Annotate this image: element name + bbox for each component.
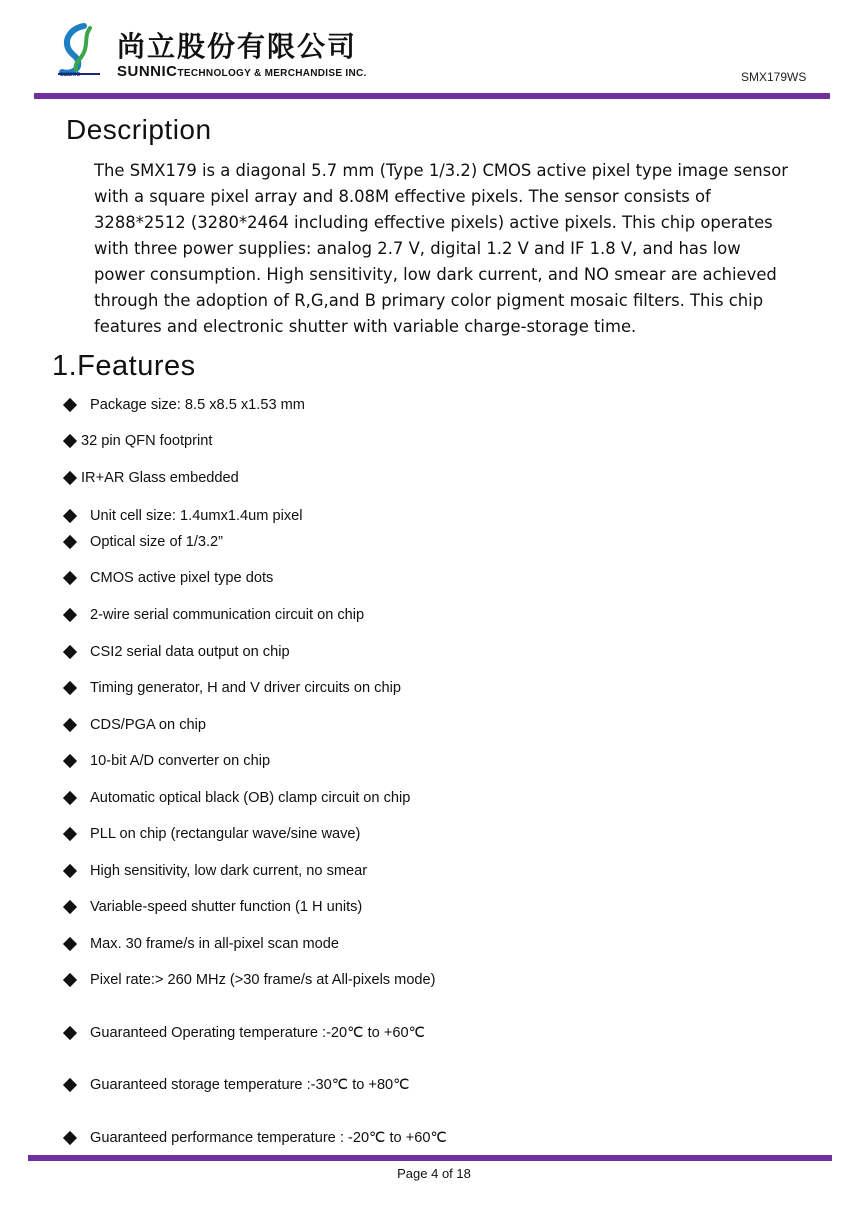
diamond-bullet-icon	[63, 645, 77, 659]
feature-item	[63, 753, 270, 769]
feature-item	[63, 570, 273, 586]
feature-item	[63, 863, 367, 879]
features-heading: 1.Features	[52, 350, 196, 382]
feature-text: Automatic optical black (OB) clamp circuit on chip	[90, 790, 411, 806]
company-name-english	[117, 64, 367, 82]
diamond-bullet-icon	[63, 535, 77, 549]
diamond-bullet-icon	[63, 864, 77, 878]
diamond-bullet-icon	[63, 1130, 77, 1144]
feature-item	[63, 936, 339, 952]
page-number: Page 4 of 18	[397, 1166, 471, 1181]
feature-item	[63, 607, 364, 623]
feature-text: Max. 30 frame/s in all-pixel scan mode	[90, 936, 340, 952]
feature-item	[63, 1129, 447, 1146]
diamond-bullet-icon	[63, 754, 77, 768]
description-line: with a square pixel array and 8.08M effective pixels. The sensor consists of	[94, 187, 711, 206]
header-divider	[34, 93, 830, 99]
description-paragraph	[94, 158, 794, 340]
company-subtitle: TECHNOLOGY & MERCHANDISE INC.	[177, 68, 367, 79]
feature-text: Pixel rate:> 260 MHz (>30 frame/s at All-pixels mode)	[90, 972, 436, 988]
feature-item	[63, 680, 401, 696]
footer-divider	[28, 1155, 832, 1161]
diamond-bullet-icon	[63, 827, 77, 841]
feature-text: Variable-speed shutter function (1 H units)	[90, 899, 363, 915]
diamond-bullet-icon	[63, 937, 77, 951]
feature-item	[63, 433, 212, 449]
diamond-bullet-icon	[63, 1077, 77, 1091]
diamond-bullet-icon	[63, 791, 77, 805]
diamond-bullet-icon	[63, 900, 77, 914]
feature-item	[63, 826, 360, 842]
company-brand: SUNNIC	[117, 63, 178, 80]
feature-text: Unit cell size: 1.4umx1.4um pixel	[90, 508, 303, 524]
feature-item	[63, 534, 223, 550]
description-line: with three power supplies: analog 2.7 V, digital 1.2 V and IF 1.8 V, and has low	[94, 239, 741, 258]
page-header	[0, 0, 868, 100]
diamond-bullet-icon	[63, 608, 77, 622]
feature-item	[63, 644, 290, 660]
description-line: features and electronic shutter with variable charge-storage time.	[94, 317, 637, 336]
diamond-bullet-icon	[63, 571, 77, 585]
feature-item	[63, 1024, 425, 1041]
feature-text: CSI2 serial data output on chip	[90, 644, 290, 660]
feature-text: 32 pin QFN footprint	[81, 433, 213, 449]
feature-item	[63, 972, 436, 988]
feature-item	[63, 790, 410, 806]
feature-text: PLL on chip (rectangular wave/sine wave)	[90, 826, 361, 842]
feature-text: Timing generator, H and V driver circuits on chip	[90, 680, 401, 696]
diamond-bullet-icon	[63, 398, 77, 412]
description-line: 3288*2512 (3280*2464 including effective pixels) active pixels. This chip operates	[94, 213, 773, 232]
feature-text: CMOS active pixel type dots	[90, 570, 274, 586]
diamond-bullet-icon	[63, 718, 77, 732]
feature-text: IR+AR Glass embedded	[81, 470, 239, 486]
diamond-bullet-icon	[63, 509, 77, 523]
document-code: SMX179WS	[741, 70, 807, 84]
feature-item	[63, 899, 362, 915]
description-line: The SMX179 is a diagonal 5.7 mm (Type 1/3.2) CMOS active pixel type image sensor	[94, 161, 788, 180]
feature-text: High sensitivity, low dark current, no smear	[90, 863, 368, 879]
diamond-bullet-icon	[63, 1025, 77, 1039]
diamond-bullet-icon	[63, 681, 77, 695]
feature-item	[63, 508, 303, 524]
company-name-chinese: 尚立股份有限公司	[117, 30, 358, 63]
feature-text: Optical size of 1/3.2”	[90, 534, 224, 550]
diamond-bullet-icon	[63, 973, 77, 987]
feature-text: CDS/PGA on chip	[90, 717, 206, 733]
feature-text: Guaranteed performance temperature : -20℃ to +60℃	[90, 1130, 447, 1146]
feature-text: 10-bit A/D converter on chip	[90, 753, 271, 769]
feature-item	[63, 397, 305, 413]
feature-item	[63, 470, 239, 486]
feature-item	[63, 717, 206, 733]
diamond-bullet-icon	[63, 471, 77, 485]
feature-text: Guaranteed Operating temperature :-20℃ to +60℃	[90, 1025, 425, 1041]
feature-text: Guaranteed storage temperature :-30℃ to +80℃	[90, 1077, 410, 1093]
logo-caption: SUNNIC	[60, 72, 81, 78]
feature-text: 2-wire serial communication circuit on chip	[90, 607, 365, 623]
description-line: through the adoption of R,G,and B primary color pigment mosaic filters. This chip	[94, 291, 764, 310]
feature-text: Package size: 8.5 x8.5 x1.53 mm	[90, 397, 305, 413]
description-line: power consumption. High sensitivity, low dark current, and NO smear are achieved	[94, 265, 777, 284]
description-heading: Description	[66, 114, 212, 145]
feature-item	[63, 1076, 410, 1093]
diamond-bullet-icon	[63, 434, 77, 448]
